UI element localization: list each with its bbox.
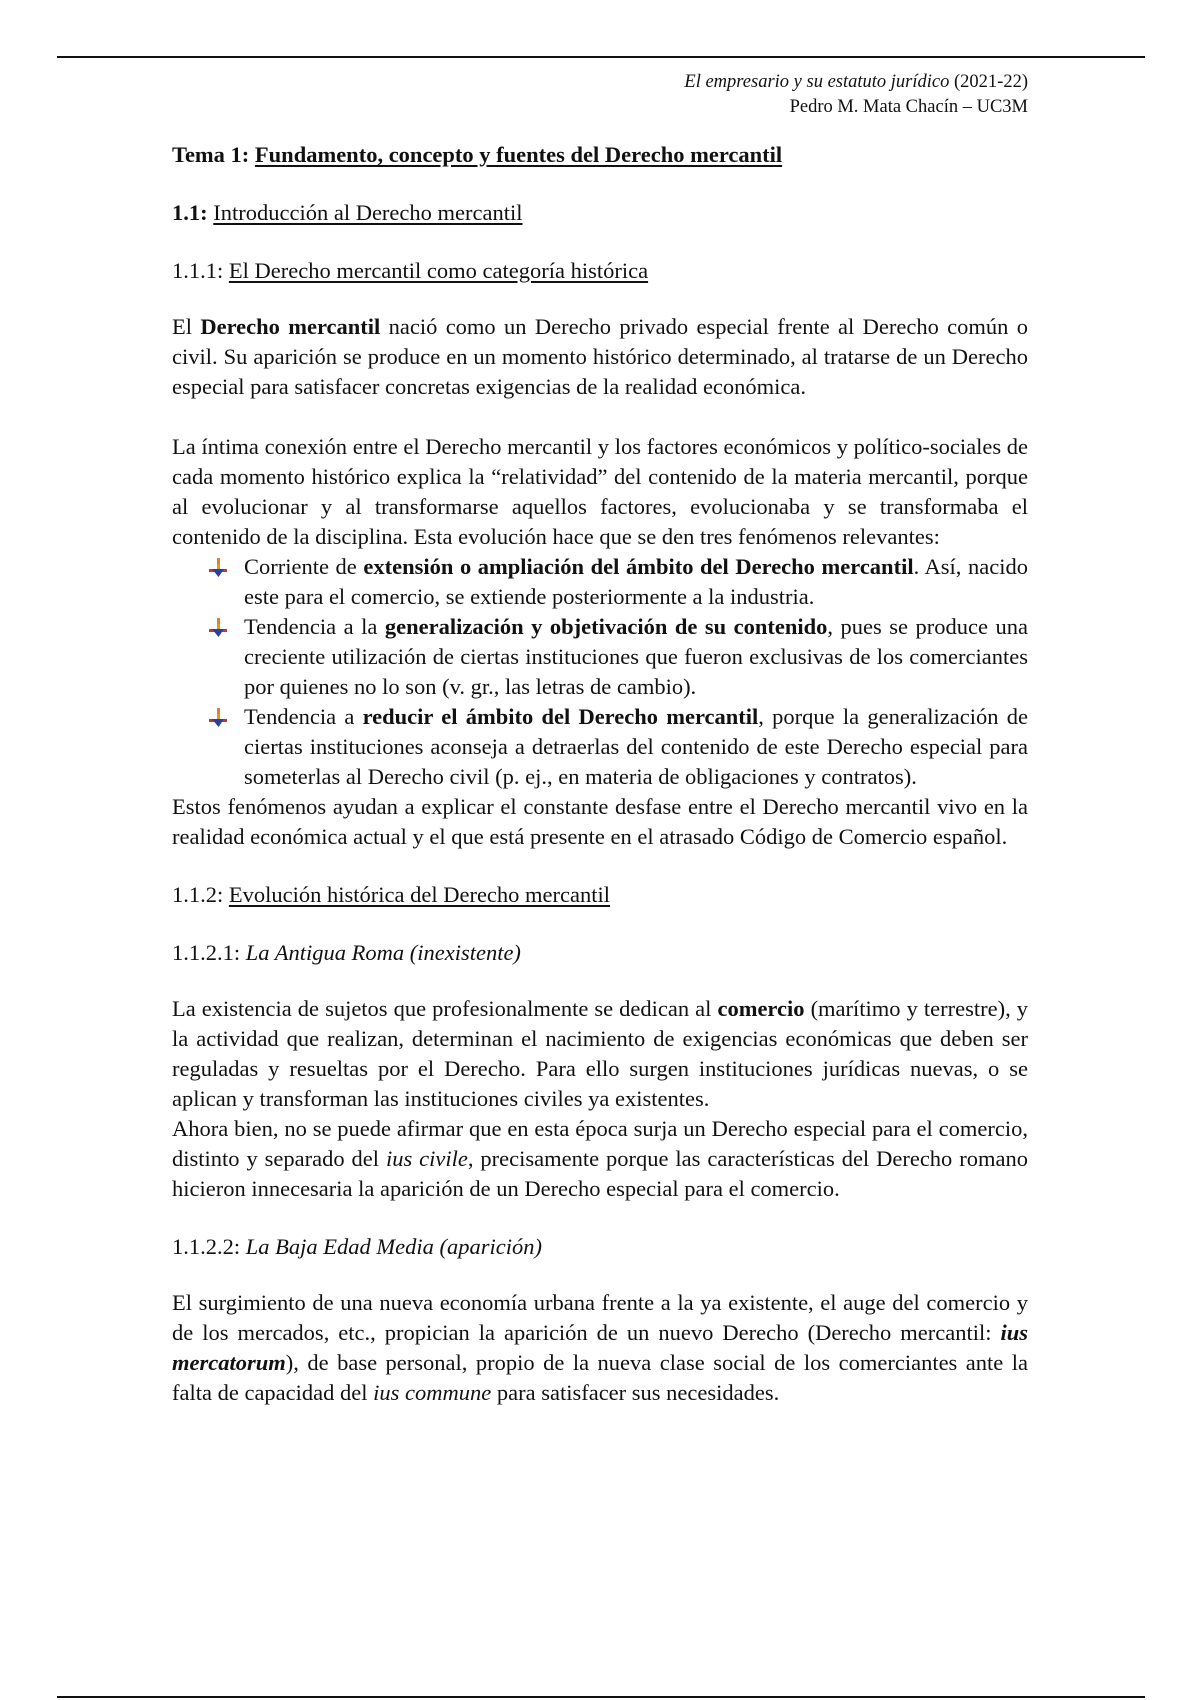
list-item: [244, 552, 1028, 612]
paragraph-6: [172, 1288, 1028, 1408]
paragraph-6-a: El surgimiento de una nueva economía urbana frente a la ya existente, el auge del comercio y de los mercados, etc., propician la aparición de un nuevo Derecho (Derecho mercantil:: [172, 1290, 1028, 1345]
paragraph-4: [172, 994, 1028, 1114]
paragraph-5-italic: ius civile: [385, 1146, 468, 1171]
section-1-1-2-1-heading: [172, 938, 1028, 968]
paragraph-6-bold-italic: ius mercatorum: [172, 1320, 1028, 1375]
header-year: (2021-22): [949, 72, 1028, 92]
paragraph-1-bold: Derecho mercantil: [200, 314, 381, 339]
tema-prefix: Tema 1:: [172, 142, 255, 167]
section-1-1-2-title: Evolución histórica del Derecho mercantil: [228, 882, 610, 907]
paragraph-1-c: nació como un Derecho privado especial frente al Derecho común o civil. Su aparición se produce en un momento histórico determinado, al tratarse de un Derecho especial para satisfacer concretas exigencias de la realidad económica.: [172, 314, 1028, 399]
section-1-1-1-title: El Derecho mercantil como categoría histórica: [228, 258, 649, 283]
section-1-1-2-heading: [172, 880, 1028, 910]
paragraph-4-a: La existencia de sujetos que profesionalmente se dedican al: [172, 996, 718, 1021]
paragraph-3: Estos fenómenos ayudan a explicar el constante desfase entre el Derecho mercantil vivo en la realidad económica actual y el que está presente en el atrasado Código de Comercio español.: [172, 794, 1028, 849]
paragraph-6-d: para satisfacer sus necesidades.: [491, 1380, 780, 1405]
paragraph-5-c: , precisamente porque las características del Derecho romano hicieron innecesaria la aparición de un Derecho especial para el comercio.: [172, 1146, 1028, 1201]
list-item-1-c: . Así, nacido este para el comercio, se extiende posteriormente a la industria.: [244, 554, 1028, 609]
header-course: [172, 70, 1028, 95]
section-1-1-2-2-number: 1.1.2.2:: [172, 1234, 246, 1259]
list-item-1-a: Corriente de: [244, 554, 364, 579]
section-1-1-1-heading: [172, 256, 1028, 286]
section-1-1-2-1-title: La Antigua Roma (inexistente): [245, 940, 521, 965]
section-1-1-2-2-title: La Baja Edad Media (aparición): [245, 1234, 542, 1259]
paragraph-1: [172, 312, 1028, 402]
section-1-1-2-1-number: 1.1.2.1:: [172, 940, 246, 965]
paragraph-1-a: El: [172, 314, 201, 339]
section-1-1-2-2-heading: [172, 1232, 1028, 1262]
footer-rule: [57, 1696, 1145, 1698]
list-item-2-bold: generalización y objetivación de su contenido: [384, 614, 828, 639]
section-1-1-heading: [172, 198, 1028, 228]
paragraph-6-c: ), de base personal, propio de la nueva clase social de los comerciantes ante la falta de capacidad del: [172, 1350, 1028, 1405]
section-1-1-number: 1.1:: [172, 200, 208, 225]
paragraph-5-a: Ahora bien, no se puede afirmar que en esta época surja un Derecho especial para el comercio, distinto y separado del: [172, 1116, 1028, 1171]
arrow-down-bullet-icon: [208, 558, 228, 578]
running-header: [172, 70, 1028, 120]
document-page: [172, 70, 1028, 1408]
section-1-1-1-number: 1.1.1:: [172, 258, 229, 283]
list-item-1-bold: extensión o ampliación del ámbito del Derecho mercantil: [363, 554, 914, 579]
phenomena-list: [172, 552, 1028, 792]
tema-title: Fundamento, concepto y fuentes del Derecho mercantil: [254, 142, 783, 167]
header-rule: [57, 56, 1145, 58]
list-item-2-c: , pues se produce una creciente utilización de ciertas instituciones que fueron exclusivas de los comerciantes por quienes no lo son (v. gr., las letras de cambio).: [244, 614, 1028, 699]
header-course-title: El empresario y su estatuto jurídico: [684, 72, 950, 92]
section-1-1-2-number: 1.1.2:: [172, 882, 229, 907]
list-item: [244, 702, 1028, 792]
paragraph-2: La íntima conexión entre el Derecho mercantil y los factores económicos y político-sociales de cada momento histórico explica la “relatividad” del contenido de la materia mercantil, porque al evolucionar y al transformarse aquellos factores, evolucionaba y se transformaba el contenido de la disciplina. Esta evolución hace que se den tres fenómenos relevantes:: [172, 434, 1028, 549]
paragraph-4-bold: comercio: [717, 996, 805, 1021]
tema-heading: [172, 140, 1028, 170]
arrow-down-bullet-icon: [208, 708, 228, 728]
list-item: [244, 612, 1028, 702]
arrow-down-bullet-icon: [208, 618, 228, 638]
paragraph-6-italic: ius commune: [373, 1380, 492, 1405]
paragraph-5: [172, 1114, 1028, 1204]
list-item-3-a: Tendencia a: [244, 704, 363, 729]
list-item-2-a: Tendencia a la: [244, 614, 385, 639]
list-item-3-c: , porque la generalización de ciertas instituciones aconseja a detraerlas del contenido de este Derecho especial para someterlas al Derecho civil (p. ej., en materia de obligaciones y contratos).: [244, 704, 1028, 789]
header-author: Pedro M. Mata Chacín – UC3M: [789, 97, 1028, 117]
section-1-1-title: Introducción al Derecho mercantil: [213, 200, 523, 225]
paragraph-4-c: (marítimo y terrestre), y la actividad que realizan, determinan el nacimiento de exigencias económicas que deben ser reguladas y resueltas por el Derecho. Para ello surgen instituciones jurídicas nuevas, o se aplican y transforman las instituciones civiles ya existentes.: [172, 996, 1028, 1111]
list-item-3-bold: reducir el ámbito del Derecho mercantil: [362, 704, 759, 729]
